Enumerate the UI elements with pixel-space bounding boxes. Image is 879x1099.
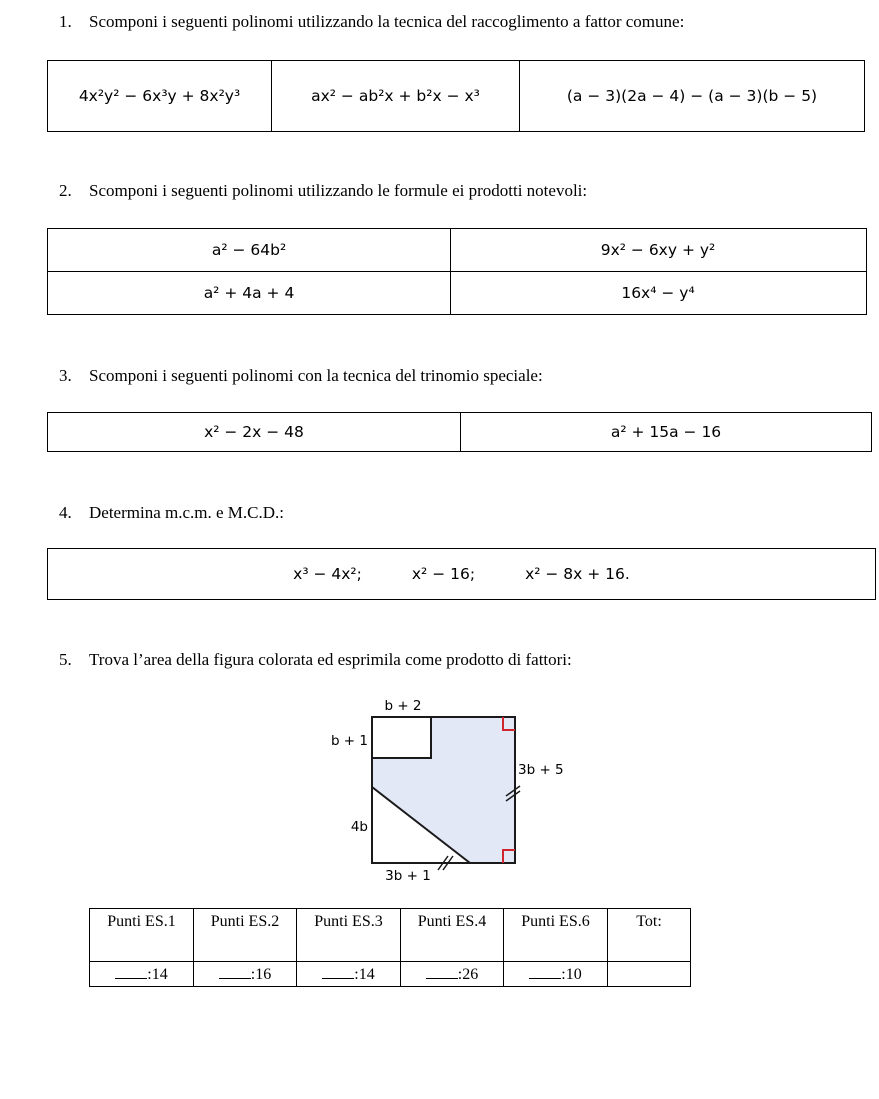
- label-bottom: 3b + 1: [385, 868, 431, 884]
- exercise-2-expression: 9x² − 6xy + y²: [600, 241, 716, 259]
- score-max: :16: [250, 966, 272, 983]
- exercise-2-text: Scomponi i seguenti polinomi utilizzando le formule ei prodotti notevoli:: [89, 181, 588, 200]
- exercise-3-text: Scomponi i seguenti polinomi con la tecnica del trinomio speciale:: [89, 366, 543, 385]
- exercise-1-expression: (a − 3)(2a − 4) − (a − 3)(b − 5): [566, 87, 818, 105]
- exercise-1-instruction: [59, 12, 684, 32]
- label-top: b + 2: [384, 698, 422, 714]
- exercise-1-expression: 4x²y² − 6x³y + 8x²y³: [78, 87, 241, 105]
- score-total-cell[interactable]: [608, 962, 691, 987]
- score-cell[interactable]: [504, 962, 608, 987]
- exercise-2-number: 2.: [59, 181, 72, 200]
- exercise-5-text: Trova l’area della figura colorata ed esprimila come prodotto di fattori:: [89, 650, 572, 669]
- score-cell[interactable]: [194, 962, 297, 987]
- score-header: Punti ES.4: [401, 909, 504, 962]
- label-left-top: b + 1: [330, 733, 368, 749]
- exercise-4-text: Determina m.c.m. e M.C.D.:: [89, 503, 284, 522]
- exercise-1-text: Scomponi i seguenti polinomi utilizzando la tecnica del raccoglimento a fattor comune:: [89, 12, 685, 31]
- score-header: Tot:: [608, 909, 691, 962]
- exercise-4-table: [47, 548, 876, 600]
- score-header: Punti ES.6: [504, 909, 608, 962]
- score-cell[interactable]: [401, 962, 504, 987]
- score-max: :26: [457, 966, 479, 983]
- exercise-3-table: [47, 412, 872, 452]
- exercise-1-table: [47, 60, 865, 132]
- exercise-3-instruction: [59, 366, 543, 386]
- exercise-5-instruction: [59, 650, 572, 670]
- score-header: Punti ES.3: [297, 909, 401, 962]
- colored-region: [372, 717, 515, 863]
- exercise-4-instruction: [59, 503, 284, 523]
- exercise-2-expression: 16x⁴ − y⁴: [621, 284, 695, 302]
- exercise-3-expression: x² − 2x − 48: [204, 423, 304, 441]
- score-header: Punti ES.1: [90, 909, 194, 962]
- exercise-2-instruction: [59, 181, 587, 201]
- exercise-3-number: 3.: [59, 366, 72, 385]
- exercise-2-expression: a² − 64b²: [211, 241, 287, 259]
- score-cell[interactable]: [90, 962, 194, 987]
- score-cell[interactable]: [297, 962, 401, 987]
- exercise-4-expression: x² − 8x + 16.: [525, 565, 630, 583]
- label-left-bottom: 4b: [350, 819, 368, 835]
- exercise-2-expression: a² + 4a + 4: [203, 284, 295, 302]
- score-table: [89, 908, 691, 987]
- score-max: :14: [354, 966, 375, 983]
- label-right: 3b + 5: [518, 762, 564, 778]
- exercise-4-number: 4.: [59, 503, 72, 522]
- exercise-5-number: 5.: [59, 650, 72, 669]
- exercise-4-expression: x² − 16;: [411, 565, 476, 583]
- score-max: :10: [561, 966, 582, 983]
- score-max: :14: [147, 966, 168, 983]
- exercise-4-expression: x³ − 4x²;: [293, 565, 362, 583]
- exercise-2-table: [47, 228, 867, 315]
- area-figure: [320, 690, 580, 890]
- inner-rectangle: [372, 717, 431, 758]
- score-header: Punti ES.2: [194, 909, 297, 962]
- exercise-3-expression: a² + 15a − 16: [610, 423, 722, 441]
- exercise-1-expression: ax² − ab²x + b²x − x³: [311, 87, 480, 105]
- exercise-1-number: 1.: [59, 12, 72, 31]
